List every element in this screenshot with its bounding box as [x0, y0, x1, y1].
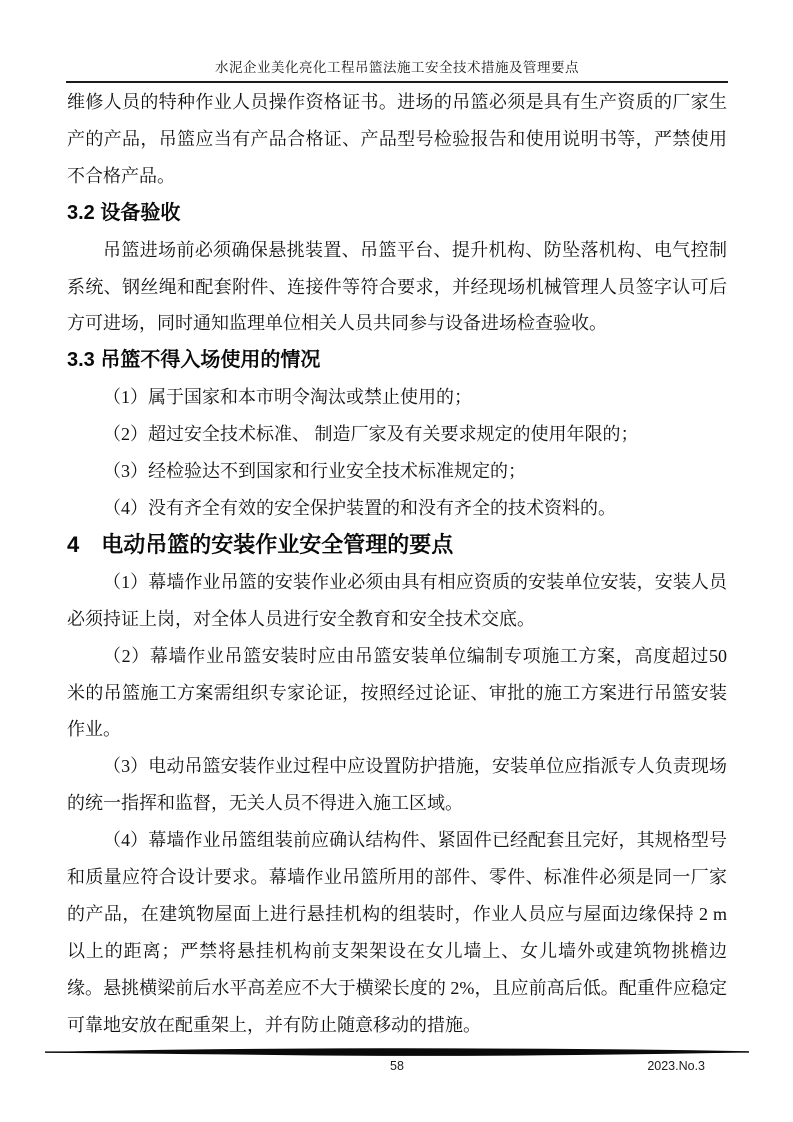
- section-heading-3-3: 3.3 吊篮不得入场使用的情况: [67, 349, 321, 372]
- body-paragraph: （4）幕墙作业吊篮组装前应确认结构件、紧固件已经配套且完好，其规格型号和质量应符合设计要求。幕墙作业吊篮所用的部件、零件、标准件必须是同一厂家的产品，在建筑物屋面上进行悬挂机构的组装时，作业人员应与屋面边缘保持 2 m 以上的距离；严禁将悬挂机构前支架架设在女儿墙上、女儿墙外或建筑物挑檐边缘。悬挑横梁前后水平高差应不大于横梁长度的 2%，且应前高后低。配重件应稳定可靠地安放在配重架上，并有防止随意移动的措施。: [67, 830, 727, 1035]
- section-heading-3-2: 3.2 设备验收: [67, 201, 181, 224]
- list-item: （2）超过安全技术标准、 制造厂家及有关要求规定的使用年限的；: [103, 424, 639, 445]
- body-paragraph: （2）幕墙作业吊篮安装时应由吊篮安装单位编制专项施工方案，高度超过50 米的吊篮施工方案需组织专家论证，按照经过论证、审批的施工方案进行吊篮安装作业。: [67, 645, 727, 740]
- list-item: （3）经检验达不到国家和行业安全技术标准规定的；: [103, 461, 526, 482]
- body-paragraph: 维修人员的特种作业人员操作资格证书。进场的吊篮必须是具有生产资质的厂家生产的产品，吊篮应当有产品合格证、产品型号检验报告和使用说明书等，严禁使用不合格产品。: [67, 92, 727, 186]
- issue-number: 2023.No.3: [647, 1059, 705, 1073]
- chapter-heading-4: 4 电动吊篮的安装作业安全管理的要点: [67, 531, 454, 557]
- header-rule: [66, 81, 728, 83]
- page-footer: [45, 1059, 705, 1077]
- list-item: （1）属于国家和本市明令淘汰或禁止使用的；: [103, 387, 472, 408]
- document-body: [67, 84, 727, 1044]
- running-header-title: 水泥企业美化亮化工程吊篮法施工安全技术措施及管理要点: [215, 60, 579, 75]
- body-paragraph: 吊篮进场前必须确保悬挑装置、吊篮平台、提升机构、防坠落机构、电气控制系统、钢丝绳和配套附件、连接件等符合要求，并经现场机械管理人员签字认可后方可进场，同时通知监理单位相关人员共同参与设备进场检查验收。: [67, 239, 727, 334]
- body-paragraph: （1）幕墙作业吊篮的安装作业必须由具有相应资质的安装单位安装，安装人员必须持证上岗，对全体人员进行安全教育和安全技术交底。: [67, 571, 727, 629]
- list-item: （4）没有齐全有效的安全保护装置的和没有齐全的技术资料的。: [103, 497, 616, 518]
- body-paragraph: （3）电动吊篮安装作业过程中应设置防护措施，安装单位应指派专人负责现场的统一指挥和监督，无关人员不得进入施工区域。: [67, 756, 727, 814]
- page-number: 58: [390, 1059, 404, 1073]
- footer-rule: [45, 1046, 749, 1059]
